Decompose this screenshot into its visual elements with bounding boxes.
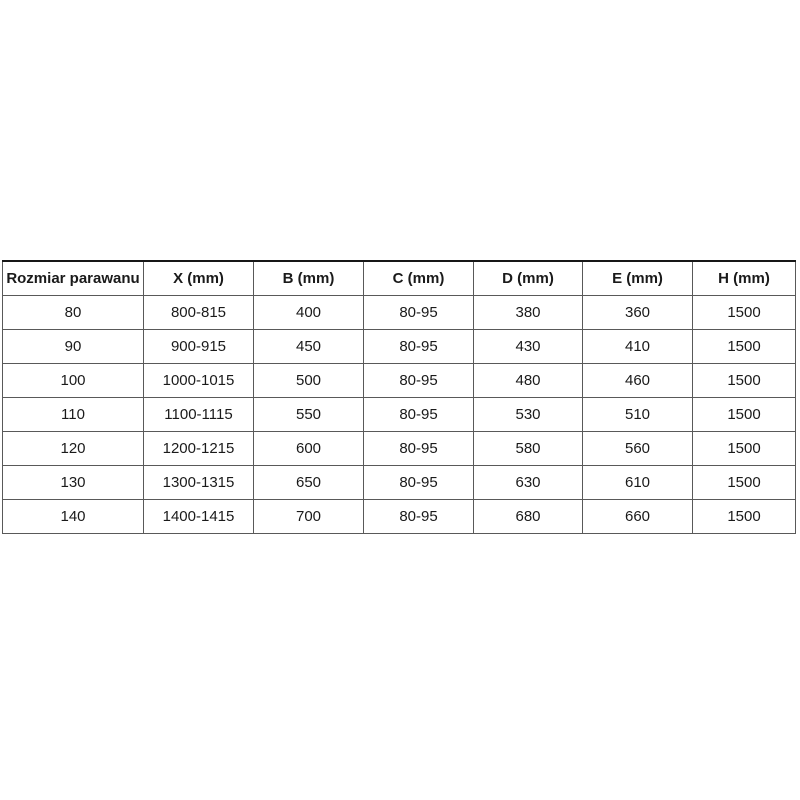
table-row xyxy=(3,330,796,364)
table-cell: 400 xyxy=(254,296,364,330)
table-cell: 1200-1215 xyxy=(144,432,254,466)
table-cell: 700 xyxy=(254,500,364,534)
table-cell: 100 xyxy=(3,364,144,398)
table-cell: 140 xyxy=(3,500,144,534)
table-cell: 1500 xyxy=(693,296,796,330)
table-cell: 900-915 xyxy=(144,330,254,364)
table-cell: 460 xyxy=(583,364,693,398)
column-header: E (mm) xyxy=(583,261,693,296)
table-row xyxy=(3,364,796,398)
table-cell: 480 xyxy=(474,364,583,398)
table-cell: 410 xyxy=(583,330,693,364)
column-header: D (mm) xyxy=(474,261,583,296)
table-cell: 80-95 xyxy=(364,432,474,466)
table-cell: 630 xyxy=(474,466,583,500)
table-cell: 660 xyxy=(583,500,693,534)
table-body xyxy=(3,296,796,534)
table-cell: 120 xyxy=(3,432,144,466)
table-cell: 1500 xyxy=(693,466,796,500)
table-row xyxy=(3,398,796,432)
table-cell: 530 xyxy=(474,398,583,432)
table-cell: 1500 xyxy=(693,500,796,534)
column-header: Rozmiar parawanu xyxy=(3,261,144,296)
table-cell: 1100-1115 xyxy=(144,398,254,432)
table-cell: 1500 xyxy=(693,398,796,432)
table-cell: 80 xyxy=(3,296,144,330)
table-cell: 1500 xyxy=(693,330,796,364)
table-cell: 650 xyxy=(254,466,364,500)
column-header: X (mm) xyxy=(144,261,254,296)
table-row xyxy=(3,296,796,330)
table-cell: 80-95 xyxy=(364,330,474,364)
table-cell: 580 xyxy=(474,432,583,466)
column-header: C (mm) xyxy=(364,261,474,296)
table-cell: 600 xyxy=(254,432,364,466)
table-cell: 510 xyxy=(583,398,693,432)
table-cell: 560 xyxy=(583,432,693,466)
table-cell: 1400-1415 xyxy=(144,500,254,534)
table-cell: 500 xyxy=(254,364,364,398)
size-spec-table xyxy=(2,260,796,534)
table-cell: 130 xyxy=(3,466,144,500)
table-cell: 110 xyxy=(3,398,144,432)
table-cell: 680 xyxy=(474,500,583,534)
table-cell: 1500 xyxy=(693,364,796,398)
table-cell: 550 xyxy=(254,398,364,432)
table-cell: 610 xyxy=(583,466,693,500)
table-cell: 80-95 xyxy=(364,398,474,432)
table-cell: 1300-1315 xyxy=(144,466,254,500)
column-header: H (mm) xyxy=(693,261,796,296)
table-row xyxy=(3,432,796,466)
table-header-row xyxy=(3,261,796,296)
table-cell: 800-815 xyxy=(144,296,254,330)
table-cell: 1500 xyxy=(693,432,796,466)
table-cell: 360 xyxy=(583,296,693,330)
table-cell: 450 xyxy=(254,330,364,364)
table-cell: 80-95 xyxy=(364,296,474,330)
table-cell: 80-95 xyxy=(364,466,474,500)
table-cell: 80-95 xyxy=(364,364,474,398)
column-header: B (mm) xyxy=(254,261,364,296)
table-cell: 90 xyxy=(3,330,144,364)
table-row xyxy=(3,466,796,500)
table-row xyxy=(3,500,796,534)
table-cell: 1000-1015 xyxy=(144,364,254,398)
table-cell: 430 xyxy=(474,330,583,364)
table-cell: 380 xyxy=(474,296,583,330)
table-cell: 80-95 xyxy=(364,500,474,534)
